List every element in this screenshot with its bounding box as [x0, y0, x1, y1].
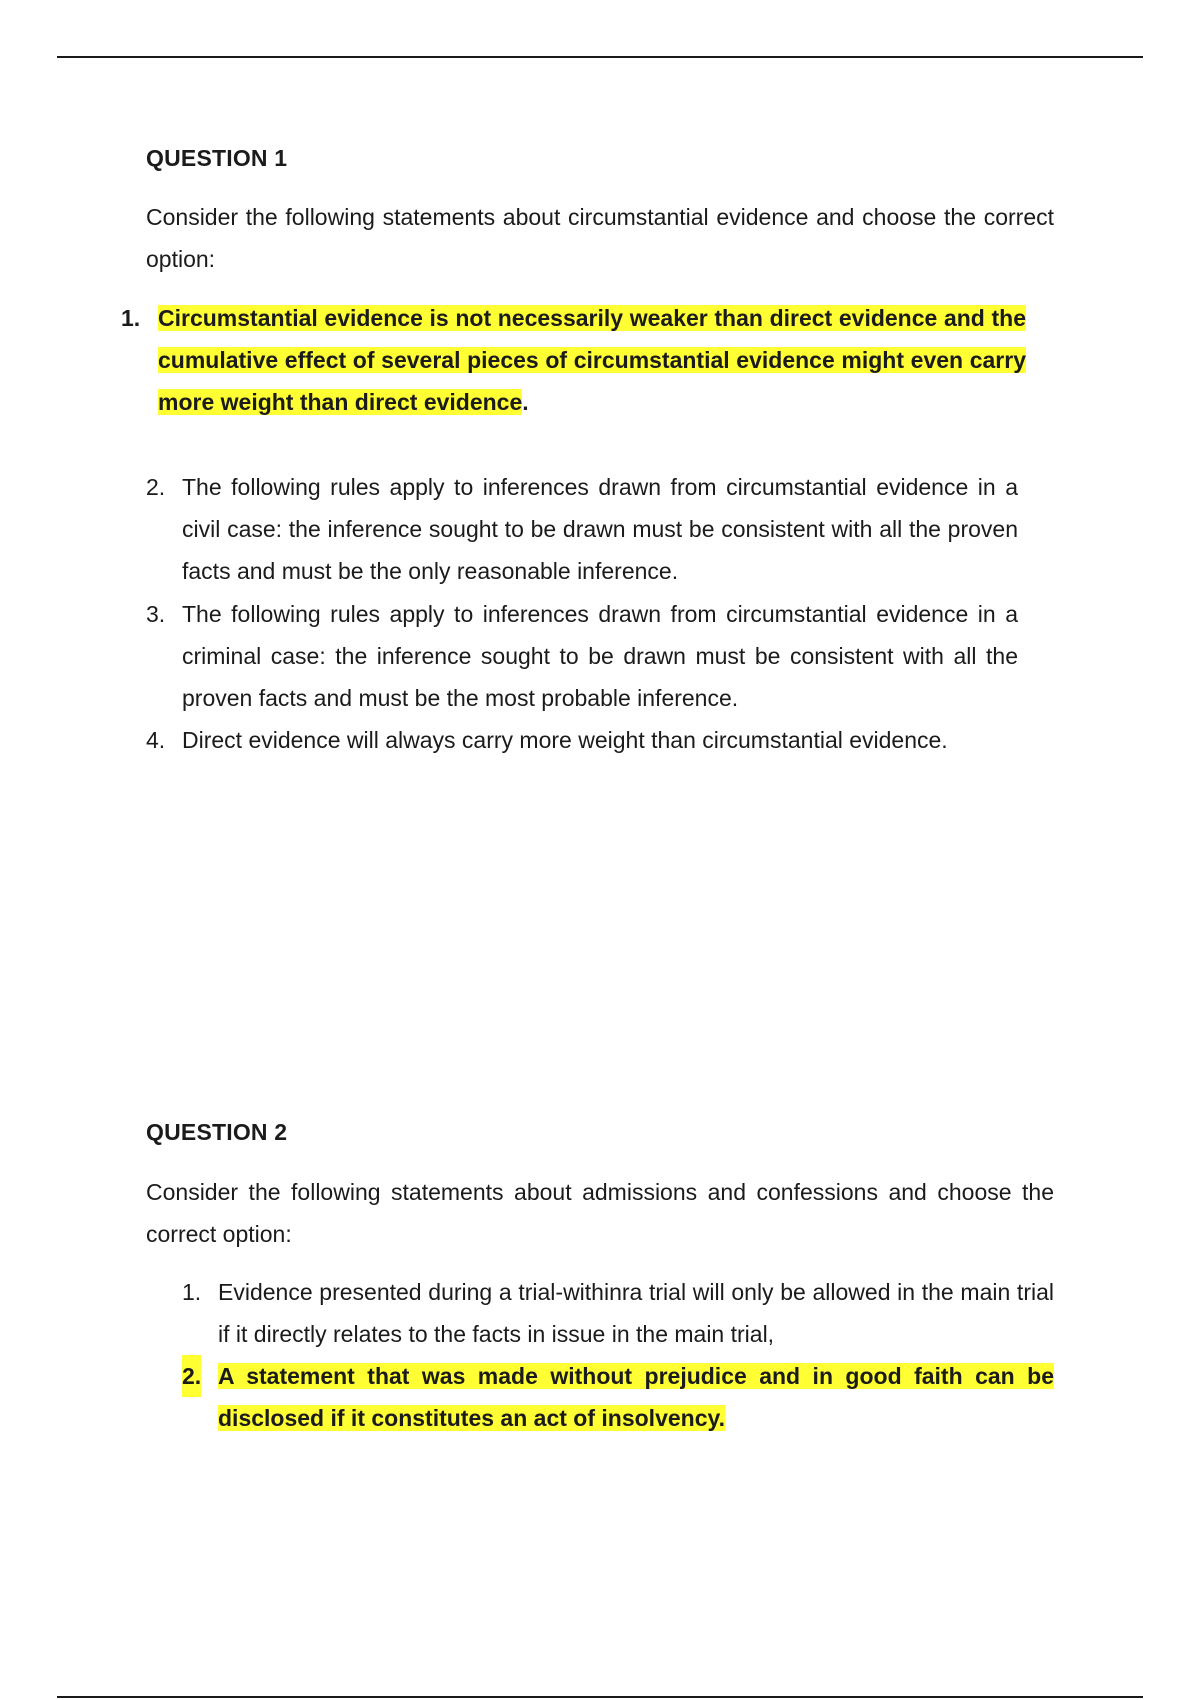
q1-option-3	[146, 593, 1018, 719]
q1-option-4-number: 4.	[146, 727, 166, 753]
header-rule	[57, 56, 1143, 58]
footer-rule	[57, 1696, 1143, 1698]
q1-option-4	[146, 719, 1036, 761]
q2-option-1-number: 1.	[182, 1279, 202, 1305]
question-2-intro: Consider the following statements about admissions and confessions and choose the correct option:	[146, 1179, 1054, 1247]
q1-option-2-number: 2.	[146, 474, 166, 500]
q1-option-3-number: 3.	[146, 601, 166, 627]
question-2-title: QUESTION 2	[146, 1119, 288, 1145]
q1-option-1-period: .	[522, 389, 529, 415]
question-1-intro: Consider the following statements about circumstantial evidence and choose the correct option:	[146, 204, 1054, 272]
q1-option-3-text: The following rules apply to inferences drawn from circumstantial evidence in a criminal case: the inference sought to be drawn must be consistent with all the proven facts and must be the most probable inference.	[182, 601, 1018, 711]
q1-option-2-text: The following rules apply to inferences drawn from circumstantial evidence in a civil case: the inference sought to be drawn must be consistent with all the proven facts and must be the only reasonable inference.	[182, 474, 1018, 584]
q1-option-1-highlighted-text: Circumstantial evidence is not necessarily weaker than direct evidence and the cumulative effect of several pieces of circumstantial evidence might even carry more weight than direct evidence	[158, 305, 1026, 415]
q1-option-1-number: 1.	[121, 305, 141, 331]
q1-option-2	[146, 466, 1018, 592]
q2-option-1-text: Evidence presented during a trial-withinra trial will only be allowed in the main trial if it directly relates to the facts in issue in the main trial,	[218, 1279, 1054, 1347]
q1-option-1	[121, 297, 1026, 423]
question-1-title: QUESTION 1	[146, 145, 288, 171]
q2-option-1	[182, 1271, 1054, 1355]
q1-option-4-text: Direct evidence will always carry more weight than circumstantial evidence.	[182, 727, 948, 753]
q2-option-2-highlighted-text: A statement that was made without prejudice and in good faith can be disclosed if it constitutes an act of insolvency.	[218, 1363, 1054, 1431]
q2-option-2-number: 2.	[182, 1355, 201, 1397]
q2-option-2	[182, 1355, 1054, 1439]
